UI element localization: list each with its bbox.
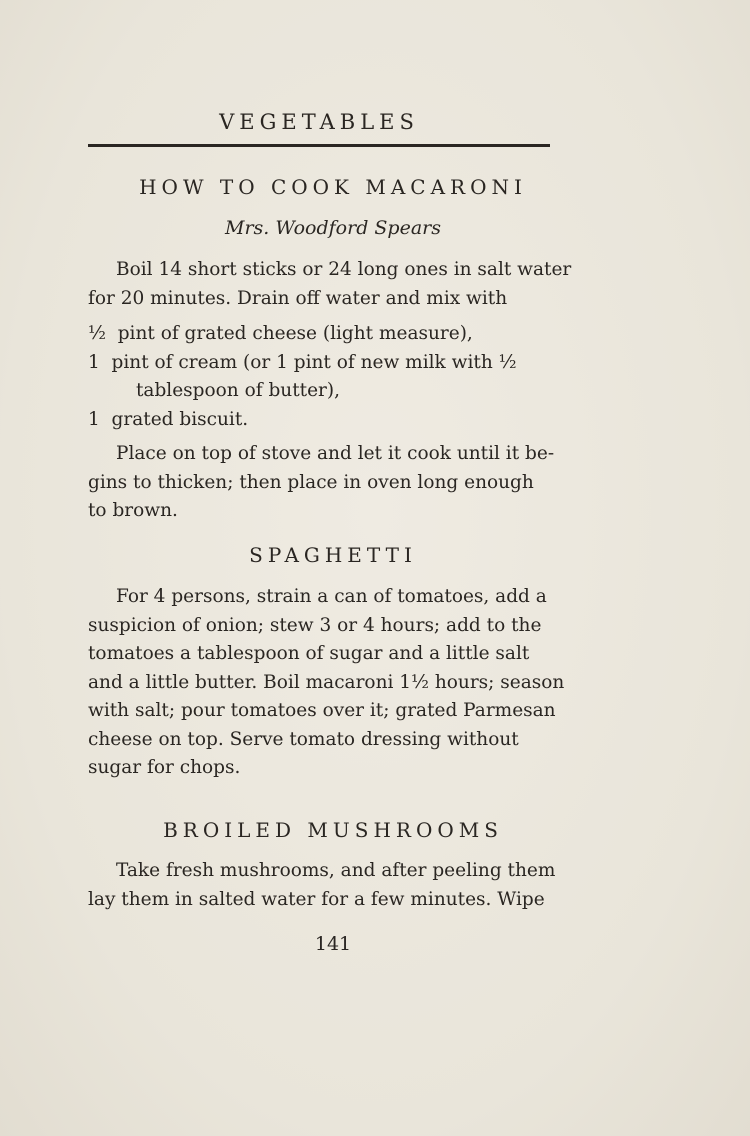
text-line: suspicion of onion; stew 3 or 4 hours; add to the <box>88 614 542 636</box>
ingredient-qty: ½ <box>88 323 106 344</box>
recipe-title-mushrooms: BROILED MUSHROOMS <box>163 818 503 842</box>
text-line: Place on top of stove and let it cook until it be- <box>116 443 555 464</box>
text-line: sugar for chops. <box>88 757 241 778</box>
ingredient-text: tablespoon of butter), <box>136 380 340 401</box>
macaroni-method <box>88 440 578 526</box>
text-line: for 20 minutes. Drain off water and mix with <box>88 287 508 309</box>
text-line: and a little butter. Boil macaroni 1½ hours; season <box>88 671 565 693</box>
ingredient-line <box>88 320 578 349</box>
ingredient-text: pint of cream (or 1 pint of new milk with ½ <box>111 351 517 373</box>
text-line: Boil 14 short sticks or 24 long ones in salt water <box>116 259 572 280</box>
ingredient-text: pint of grated cheese (light measure), <box>117 323 473 344</box>
ingredient-line <box>88 349 578 378</box>
macaroni-intro <box>88 256 578 313</box>
text-line: cheese on top. Serve tomato dressing without <box>88 728 519 750</box>
header-rule <box>88 144 550 147</box>
ingredient-text: grated biscuit. <box>111 408 249 430</box>
ingredient-line <box>88 406 578 435</box>
text-line: For 4 persons, strain a can of tomatoes, add a <box>116 586 547 607</box>
text-line: to brown. <box>88 500 178 521</box>
ingredient-qty: 1 <box>88 408 100 430</box>
ingredient-list <box>88 320 578 434</box>
recipe-title-spaghetti: SPAGHETTI <box>249 543 417 567</box>
page-number: 141 <box>314 933 352 955</box>
ingredient-qty: 1 <box>88 351 100 373</box>
text-line: with salt; pour tomatoes over it; grated Parmesan <box>88 700 556 721</box>
spaghetti-body <box>88 583 578 783</box>
mushrooms-body <box>88 857 578 914</box>
text-line: Take fresh mushrooms, and after peeling them <box>116 860 556 881</box>
recipe-title-macaroni: HOW TO COOK MACARONI <box>139 175 527 199</box>
recipe-author: Mrs. Woodford Spears <box>225 217 441 239</box>
text-line: lay them in salted water for a few minutes. Wipe <box>88 888 545 910</box>
ingredient-line <box>88 377 578 406</box>
text-line: gins to thicken; then place in oven long enough <box>88 471 534 493</box>
text-line: tomatoes a tablespoon of sugar and a little salt <box>88 643 530 664</box>
running-head: VEGETABLES <box>219 110 419 134</box>
